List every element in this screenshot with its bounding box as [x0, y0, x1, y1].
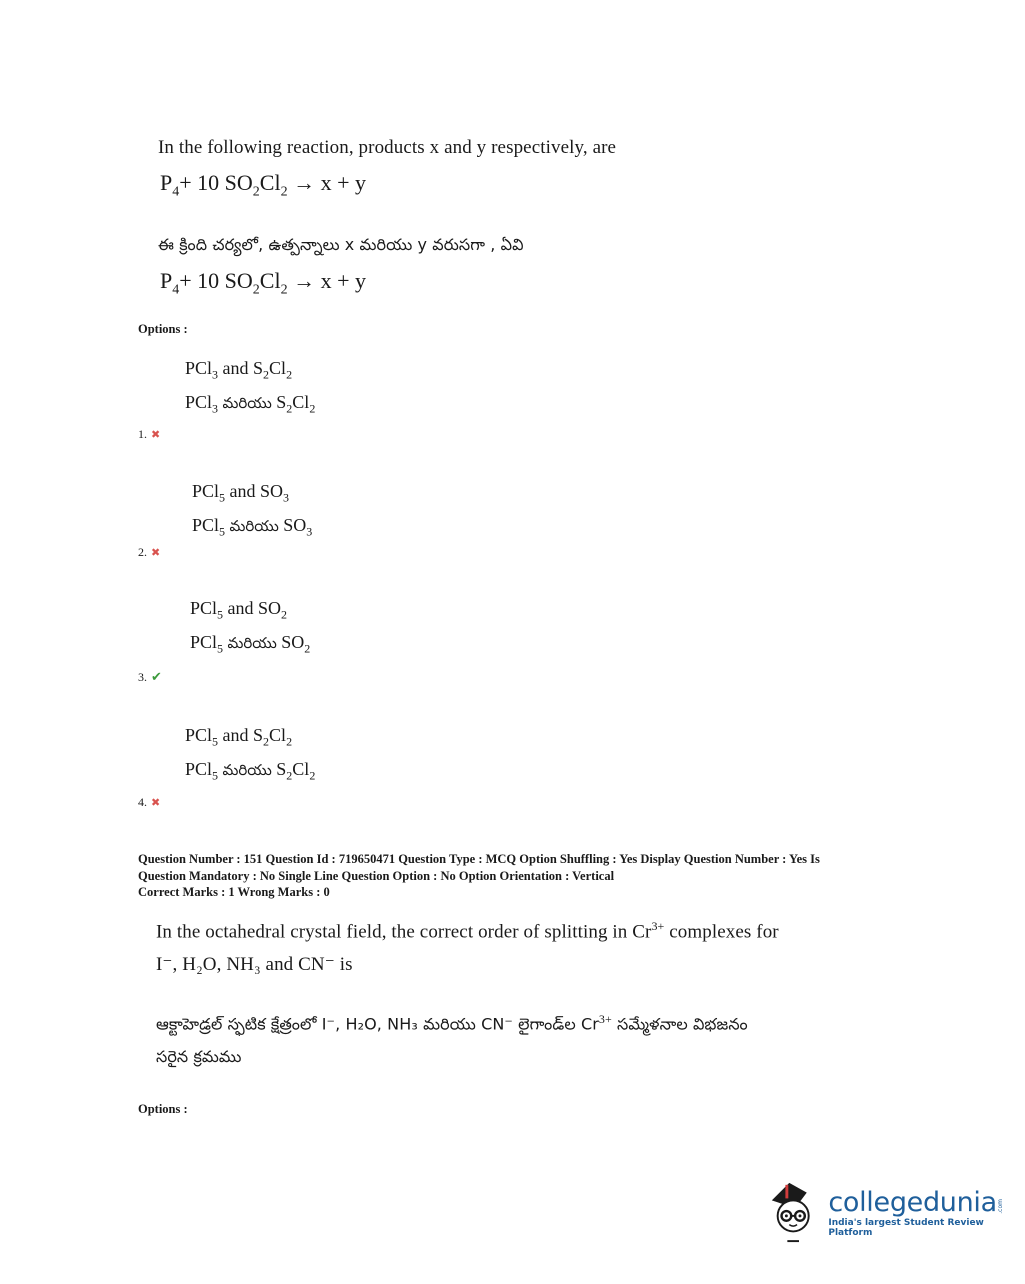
option-3-number: 3. ✔ [138, 669, 162, 684]
question-151-text-te-line2: సరైన క్రమము [156, 1047, 242, 1066]
correct-check-icon: ✔ [151, 669, 162, 684]
option-2-te[interactable]: PCl$_5$ మరియు $SO_3$ [192, 515, 313, 539]
wrong-cross-icon: ✖ [151, 797, 161, 809]
option-2-number: 2. ✖ [138, 545, 161, 559]
option-2-en[interactable]: PCl$_5$ and $SO_3$ [192, 481, 290, 505]
wrong-cross-icon: ✖ [151, 547, 161, 559]
question-151-text-te: ఆక్టాహెడ్రల్ స్ఫటిక క్షేత్రంలో I⁻, H₂O, NH₃ మరియు CN⁻ లైగాండ్‌ల $Cr^{3+}$ సమ్మేళనాల విభజనం [156, 1012, 748, 1034]
meta-line-3: Correct Marks : 1 Wrong Marks : 0 [138, 885, 330, 899]
question-150-text-en: In the following reaction, products x and y respectively, are [158, 137, 617, 158]
meta-line-2: Question Mandatory : No Single Line Question Option : No Option Orientation : Vertical [138, 868, 615, 883]
options-label: Options : [138, 322, 188, 336]
reaction-equation-en: $P_4+ 10$ $SO_2Cl_2 \to x + y$ [160, 170, 366, 200]
reaction-equation-te: $P_4+ 10$ $SO_2Cl_2 \to x + y$ [160, 268, 366, 298]
option-4-number: 4. ✖ [138, 795, 161, 809]
wrong-cross-icon: ✖ [151, 429, 161, 441]
question-151-text-en: In the octahedral crystal field, the correct order of splitting in $Cr^{3+}$ complexes for [156, 919, 779, 943]
option-1-number: 1. ✖ [138, 427, 161, 441]
option-1-en[interactable]: PCl$_3$ and $S_2Cl_2$ [185, 358, 293, 382]
meta-line-1: Question Number : 151 Question Id : 719650471 Question Type : MCQ Option Shuffling : Yes Display Question Number : Yes Is [138, 852, 820, 866]
option-4-en[interactable]: PCl$_5$ and $S_2Cl_2$ [185, 725, 293, 749]
option-1-te[interactable]: PCl$_3$ మరియు $S_2Cl_2$ [185, 392, 316, 416]
question-150-text-te: ఈ క్రింది చర్యలో, ఉత్పన్నాలు x మరియు y వరుసగా , ఏవి [158, 235, 524, 254]
logo-tagline: India's largest Student Review Platform [828, 1217, 984, 1238]
option-3-te[interactable]: PCl$_5$ మరియు $SO_2$ [190, 632, 311, 656]
option-3-en[interactable]: PCl$_5$ and $SO_2$ [190, 598, 288, 622]
option-4-te[interactable]: PCl$_5$ మరియు $S_2Cl_2$ [185, 759, 316, 783]
logo-suffix: .com [996, 1198, 1004, 1214]
collegedunia-logo[interactable] [766, 1178, 1025, 1246]
question-151-meta [138, 851, 878, 901]
options-label-151: Options : [138, 1102, 188, 1116]
question-151-text-en-line2: I⁻, H₂O, NH₃ and CN⁻ is [156, 954, 353, 975]
logo-wordmark: collegedunia [828, 1186, 997, 1218]
mascot-icon [766, 1178, 820, 1246]
